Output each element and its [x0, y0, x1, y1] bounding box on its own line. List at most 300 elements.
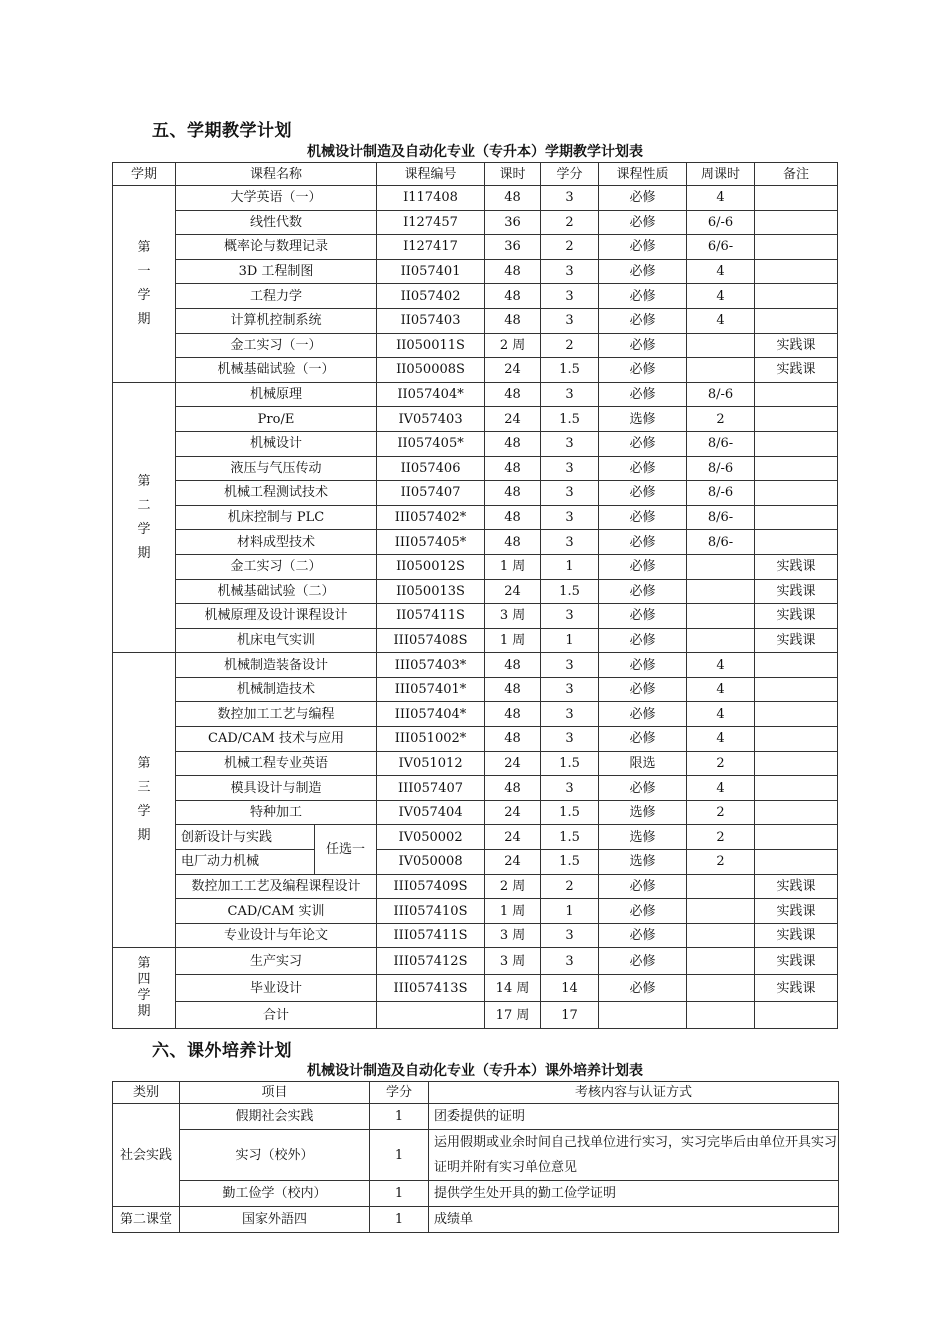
semester-label-char: 期 [137, 545, 151, 561]
table-row [113, 235, 838, 260]
credit-cell: 3 [541, 308, 599, 333]
notes-cell [755, 800, 838, 825]
table-row [113, 850, 838, 875]
credit-cell: 3 [541, 604, 599, 629]
credit-cell: 1.5 [541, 358, 599, 383]
hours-cell: 1 周 [485, 628, 541, 653]
course-code-cell: III057403* [377, 653, 485, 678]
course-code-cell [377, 1002, 485, 1029]
hours-cell: 17 周 [485, 1002, 541, 1029]
table-row [113, 530, 838, 555]
course-type-cell: 必修 [599, 579, 687, 604]
course-name-cell: 机械原理 [176, 382, 377, 407]
course-code-cell: III057410S [377, 899, 485, 924]
table-row [113, 431, 838, 456]
course-type-cell: 必修 [599, 727, 687, 752]
semester-label-char: 第 [137, 956, 151, 972]
credit-cell: 3 [541, 431, 599, 456]
table-row [113, 333, 838, 358]
notes-cell: 实践课 [755, 975, 838, 1002]
hours-cell: 48 [485, 284, 541, 309]
weekly-hours-cell [687, 628, 755, 653]
course-name-cell: 毕业设计 [176, 975, 377, 1002]
hours-cell: 48 [485, 530, 541, 555]
course-type-cell: 必修 [599, 456, 687, 481]
credit-cell: 17 [541, 1002, 599, 1029]
course-code-cell: II050011S [377, 333, 485, 358]
course-type-cell: 必修 [599, 186, 687, 211]
elective-choose-one-cell: 任选一 [315, 825, 377, 874]
credit-cell: 2 [541, 333, 599, 358]
credit-cell: 3 [541, 382, 599, 407]
course-type-cell: 必修 [599, 628, 687, 653]
course-name-cell: 模具设计与制造 [176, 776, 377, 801]
course-name-cell: 创新设计与实践 [176, 825, 315, 850]
credit-cell: 1.5 [541, 850, 599, 875]
header-course-name: 课程名称 [176, 163, 377, 186]
course-code-cell: II057403 [377, 308, 485, 333]
course-name-cell: 数控加工工艺与编程 [176, 702, 377, 727]
hours-cell: 48 [485, 308, 541, 333]
course-type-cell: 选修 [599, 800, 687, 825]
credit-cell: 2 [541, 235, 599, 260]
course-code-cell: II057406 [377, 456, 485, 481]
credit-cell: 2 [541, 210, 599, 235]
notes-cell [755, 776, 838, 801]
weekly-hours-cell: 4 [687, 776, 755, 801]
section-title-teaching-plan: 五、学期教学计划 [152, 121, 292, 141]
hours-cell: 48 [485, 505, 541, 530]
course-type-cell: 必修 [599, 975, 687, 1002]
notes-cell: 实践课 [755, 628, 838, 653]
semester-label-cell [113, 186, 176, 383]
header-course-code: 课程编号 [377, 163, 485, 186]
table-row [113, 948, 838, 975]
hours-cell: 36 [485, 235, 541, 260]
table-row [113, 677, 838, 702]
course-type-cell: 必修 [599, 284, 687, 309]
table-row [113, 382, 838, 407]
weekly-hours-cell: 4 [687, 727, 755, 752]
notes-cell [755, 284, 838, 309]
header-credit: 学分 [541, 163, 599, 186]
notes-cell [755, 481, 838, 506]
credit-cell: 1.5 [541, 407, 599, 432]
table-row [113, 628, 838, 653]
table-row [113, 579, 838, 604]
course-name-cell: 计算机控制系统 [176, 308, 377, 333]
course-type-cell: 必修 [599, 382, 687, 407]
table-row [113, 1181, 839, 1207]
table-row [113, 923, 838, 948]
hours-cell: 24 [485, 751, 541, 776]
notes-cell: 实践课 [755, 948, 838, 975]
course-type-cell: 选修 [599, 850, 687, 875]
notes-cell: 实践课 [755, 923, 838, 948]
semester-label-char: 学 [137, 521, 151, 537]
table-row [113, 186, 838, 211]
course-name-cell: 机械制造装备设计 [176, 653, 377, 678]
total-row [113, 1002, 838, 1029]
credit-cell: 3 [541, 456, 599, 481]
course-type-cell: 选修 [599, 825, 687, 850]
table-row [113, 825, 838, 850]
notes-cell [755, 382, 838, 407]
hours-cell: 24 [485, 825, 541, 850]
course-code-cell: I127417 [377, 235, 485, 260]
credit-cell: 3 [541, 186, 599, 211]
hours-cell: 3 周 [485, 948, 541, 975]
course-code-cell: IV051012 [377, 751, 485, 776]
weekly-hours-cell [687, 579, 755, 604]
course-name-cell: 3D 工程制图 [176, 259, 377, 284]
table-header-row [113, 1082, 839, 1104]
header-credit: 学分 [370, 1082, 429, 1104]
course-type-cell: 限选 [599, 751, 687, 776]
course-type-cell: 必修 [599, 481, 687, 506]
course-code-cell: IV057403 [377, 407, 485, 432]
hours-cell: 1 周 [485, 899, 541, 924]
semester-label-char: 期 [137, 828, 151, 844]
weekly-hours-cell: 2 [687, 825, 755, 850]
notes-cell [755, 677, 838, 702]
course-code-cell: IV050002 [377, 825, 485, 850]
category-cell: 社会实践 [113, 1104, 180, 1207]
course-code-cell: II050012S [377, 554, 485, 579]
weekly-hours-cell: 2 [687, 407, 755, 432]
hours-cell: 48 [485, 776, 541, 801]
course-code-cell: II057401 [377, 259, 485, 284]
credit-cell: 3 [541, 653, 599, 678]
semester-label-cell [113, 653, 176, 948]
course-type-cell: 选修 [599, 407, 687, 432]
project-cell: 假期社会实践 [180, 1104, 370, 1130]
credit-cell: 3 [541, 727, 599, 752]
credit-cell: 3 [541, 505, 599, 530]
course-name-cell: CAD/CAM 实训 [176, 899, 377, 924]
credit-cell: 3 [541, 948, 599, 975]
semester-label-char: 期 [137, 311, 151, 327]
table-header-row [113, 163, 838, 186]
credit-cell: 1 [370, 1104, 429, 1130]
credit-cell: 1 [370, 1130, 429, 1181]
course-name-cell: 概率论与数理记录 [176, 235, 377, 260]
weekly-hours-cell [687, 948, 755, 975]
notes-cell [755, 1002, 838, 1029]
course-code-cell: II057405* [377, 431, 485, 456]
semester-label-cell [113, 382, 176, 653]
weekly-hours-cell [687, 923, 755, 948]
table-row [113, 800, 838, 825]
course-type-cell: 必修 [599, 554, 687, 579]
extracurricular-plan-table [112, 1081, 839, 1233]
notes-cell [755, 825, 838, 850]
header-project: 项目 [180, 1082, 370, 1104]
credit-cell: 14 [541, 975, 599, 1002]
project-cell: 实习（校外） [180, 1130, 370, 1181]
weekly-hours-cell: 2 [687, 850, 755, 875]
weekly-hours-cell: 4 [687, 284, 755, 309]
semester-label-char: 第 [137, 239, 151, 255]
notes-cell: 实践课 [755, 358, 838, 383]
notes-cell [755, 530, 838, 555]
course-type-cell: 必修 [599, 604, 687, 629]
notes-cell [755, 431, 838, 456]
course-type-cell: 必修 [599, 431, 687, 456]
course-name-cell: CAD/CAM 技术与应用 [176, 727, 377, 752]
project-cell: 勤工俭学（校内） [180, 1181, 370, 1207]
semester-label-char: 三 [137, 780, 151, 796]
semester-label-cell [113, 948, 176, 1029]
weekly-hours-cell: 4 [687, 677, 755, 702]
notes-cell: 实践课 [755, 579, 838, 604]
course-name-cell: 工程力学 [176, 284, 377, 309]
extracurricular-table-title: 机械设计制造及自动化专业（专升本）课外培养计划表 [307, 1063, 643, 1079]
table-row [113, 481, 838, 506]
table-row [113, 407, 838, 432]
table-row [113, 308, 838, 333]
weekly-hours-cell [687, 975, 755, 1002]
assessment-method-cell: 运用假期或业余时间自己找单位进行实习，实习完毕后由单位开具实习证明并附有实习单位意见 [429, 1130, 839, 1181]
course-code-cell: II057402 [377, 284, 485, 309]
course-code-cell: III057405* [377, 530, 485, 555]
notes-cell: 实践课 [755, 554, 838, 579]
course-type-cell: 必修 [599, 874, 687, 899]
credit-cell: 3 [541, 677, 599, 702]
credit-cell: 1 [370, 1181, 429, 1207]
course-type-cell: 必修 [599, 308, 687, 333]
hours-cell: 3 周 [485, 923, 541, 948]
course-name-cell: 生产实习 [176, 948, 377, 975]
notes-cell [755, 210, 838, 235]
credit-cell: 3 [541, 530, 599, 555]
semester-label-char: 第 [137, 473, 151, 489]
table-row [113, 899, 838, 924]
hours-cell: 48 [485, 702, 541, 727]
course-name-cell: 机械工程测试技术 [176, 481, 377, 506]
course-code-cell: III057412S [377, 948, 485, 975]
hours-cell: 48 [485, 186, 541, 211]
category-cell: 第二课堂 [113, 1207, 180, 1233]
semester-label-char: 期 [137, 1004, 151, 1020]
course-code-cell: III057402* [377, 505, 485, 530]
course-code-cell: IV050008 [377, 850, 485, 875]
table-row [113, 358, 838, 383]
assessment-method-cell: 提供学生处开具的勤工俭学证明 [429, 1181, 839, 1207]
course-type-cell: 必修 [599, 776, 687, 801]
course-code-cell: II057411S [377, 604, 485, 629]
course-type-cell: 必修 [599, 235, 687, 260]
weekly-hours-cell: 4 [687, 186, 755, 211]
weekly-hours-cell: 8/6- [687, 530, 755, 555]
credit-cell: 3 [541, 284, 599, 309]
table-row [113, 776, 838, 801]
course-name-cell: 材料成型技术 [176, 530, 377, 555]
course-type-cell: 必修 [599, 948, 687, 975]
course-code-cell: III057411S [377, 923, 485, 948]
table-row [113, 210, 838, 235]
table-row [113, 874, 838, 899]
semester-label-char: 四 [137, 972, 151, 988]
course-code-cell: III057409S [377, 874, 485, 899]
table-row [113, 1130, 839, 1181]
hours-cell: 48 [485, 382, 541, 407]
notes-cell: 实践课 [755, 604, 838, 629]
weekly-hours-cell: 8/-6 [687, 456, 755, 481]
weekly-hours-cell [687, 874, 755, 899]
hours-cell: 3 周 [485, 604, 541, 629]
weekly-hours-cell: 6/-6 [687, 210, 755, 235]
course-name-cell: 机床电气实训 [176, 628, 377, 653]
credit-cell: 2 [541, 874, 599, 899]
weekly-hours-cell: 8/-6 [687, 481, 755, 506]
weekly-hours-cell [687, 899, 755, 924]
notes-cell [755, 505, 838, 530]
course-type-cell: 必修 [599, 653, 687, 678]
hours-cell: 48 [485, 431, 541, 456]
course-name-cell: 机械设计 [176, 431, 377, 456]
credit-cell: 3 [541, 481, 599, 506]
course-code-cell: I117408 [377, 186, 485, 211]
course-name-cell: 机械基础试验（二） [176, 579, 377, 604]
section-title-extracurricular-plan: 六、课外培养计划 [152, 1041, 292, 1061]
notes-cell [755, 727, 838, 752]
semester-label-char: 第 [137, 756, 151, 772]
credit-cell: 3 [541, 776, 599, 801]
weekly-hours-cell: 4 [687, 308, 755, 333]
header-course-type: 课程性质 [599, 163, 687, 186]
course-type-cell: 必修 [599, 259, 687, 284]
course-code-cell: II050013S [377, 579, 485, 604]
course-name-cell: 专业设计与年论文 [176, 923, 377, 948]
header-semester: 学期 [113, 163, 176, 186]
semester-label-char: 学 [137, 804, 151, 820]
notes-cell [755, 702, 838, 727]
course-code-cell: II050008S [377, 358, 485, 383]
course-code-cell: III057404* [377, 702, 485, 727]
notes-cell: 实践课 [755, 874, 838, 899]
hours-cell: 24 [485, 800, 541, 825]
course-name-cell: 大学英语（一） [176, 186, 377, 211]
hours-cell: 24 [485, 407, 541, 432]
credit-cell: 1 [541, 628, 599, 653]
course-name-cell: 机械原理及设计课程设计 [176, 604, 377, 629]
header-notes: 备注 [755, 163, 838, 186]
credit-cell: 1 [541, 554, 599, 579]
course-name-cell: 电厂动力机械 [176, 850, 315, 875]
course-type-cell: 必修 [599, 358, 687, 383]
table-row [113, 554, 838, 579]
weekly-hours-cell [687, 333, 755, 358]
notes-cell [755, 407, 838, 432]
notes-cell: 实践课 [755, 333, 838, 358]
course-code-cell: III051002* [377, 727, 485, 752]
course-code-cell: I127457 [377, 210, 485, 235]
course-code-cell: IV057404 [377, 800, 485, 825]
semester-label-char: 学 [137, 988, 151, 1004]
table-row [113, 284, 838, 309]
course-code-cell: III057413S [377, 975, 485, 1002]
course-type-cell [599, 1002, 687, 1029]
hours-cell: 48 [485, 677, 541, 702]
course-name-cell: 机床控制与 PLC [176, 505, 377, 530]
weekly-hours-cell: 6/6- [687, 235, 755, 260]
course-code-cell: III057407 [377, 776, 485, 801]
table-row [113, 1104, 839, 1130]
semester-label-char: 一 [137, 263, 151, 279]
weekly-hours-cell: 4 [687, 653, 755, 678]
credit-cell: 1 [370, 1207, 429, 1233]
semester-label-char: 学 [137, 287, 151, 303]
course-name-cell: 机械制造技术 [176, 677, 377, 702]
project-cell: 国家外語四 [180, 1207, 370, 1233]
notes-cell [755, 259, 838, 284]
assessment-method-cell: 成绩单 [429, 1207, 839, 1233]
semester-label-char: 二 [137, 497, 151, 513]
hours-cell: 24 [485, 358, 541, 383]
table-row [113, 727, 838, 752]
notes-cell [755, 235, 838, 260]
course-name-cell: 机械基础试验（一） [176, 358, 377, 383]
course-type-cell: 必修 [599, 702, 687, 727]
notes-cell: 实践课 [755, 899, 838, 924]
course-name-cell: 机械工程专业英语 [176, 751, 377, 776]
course-name-cell: 特种加工 [176, 800, 377, 825]
course-name-cell: 合计 [176, 1002, 377, 1029]
course-code-cell: III057401* [377, 677, 485, 702]
notes-cell [755, 850, 838, 875]
notes-cell [755, 186, 838, 211]
hours-cell: 48 [485, 259, 541, 284]
weekly-hours-cell: 8/6- [687, 505, 755, 530]
course-name-cell: 金工实习（一） [176, 333, 377, 358]
hours-cell: 14 周 [485, 975, 541, 1002]
hours-cell: 36 [485, 210, 541, 235]
course-type-cell: 必修 [599, 505, 687, 530]
credit-cell: 3 [541, 259, 599, 284]
hours-cell: 2 周 [485, 874, 541, 899]
course-name-cell: 金工实习（二） [176, 554, 377, 579]
weekly-hours-cell [687, 1002, 755, 1029]
course-code-cell: II057404* [377, 382, 485, 407]
table-row [113, 751, 838, 776]
table-row [113, 604, 838, 629]
assessment-method-cell: 团委提供的证明 [429, 1104, 839, 1130]
hours-cell: 48 [485, 456, 541, 481]
notes-cell [755, 653, 838, 678]
weekly-hours-cell: 2 [687, 800, 755, 825]
course-type-cell: 必修 [599, 923, 687, 948]
notes-cell [755, 308, 838, 333]
course-type-cell: 必修 [599, 677, 687, 702]
weekly-hours-cell [687, 554, 755, 579]
credit-cell: 1 [541, 899, 599, 924]
credit-cell: 3 [541, 702, 599, 727]
notes-cell [755, 751, 838, 776]
weekly-hours-cell: 8/6- [687, 431, 755, 456]
course-code-cell: III057408S [377, 628, 485, 653]
table-row [113, 702, 838, 727]
course-name-cell: 液压与气压传动 [176, 456, 377, 481]
credit-cell: 1.5 [541, 751, 599, 776]
hours-cell: 1 周 [485, 554, 541, 579]
notes-cell [755, 456, 838, 481]
weekly-hours-cell: 2 [687, 751, 755, 776]
table-row [113, 259, 838, 284]
teaching-plan-table-title: 机械设计制造及自动化专业（专升本）学期教学计划表 [307, 144, 643, 160]
course-type-cell: 必修 [599, 899, 687, 924]
credit-cell: 1.5 [541, 800, 599, 825]
